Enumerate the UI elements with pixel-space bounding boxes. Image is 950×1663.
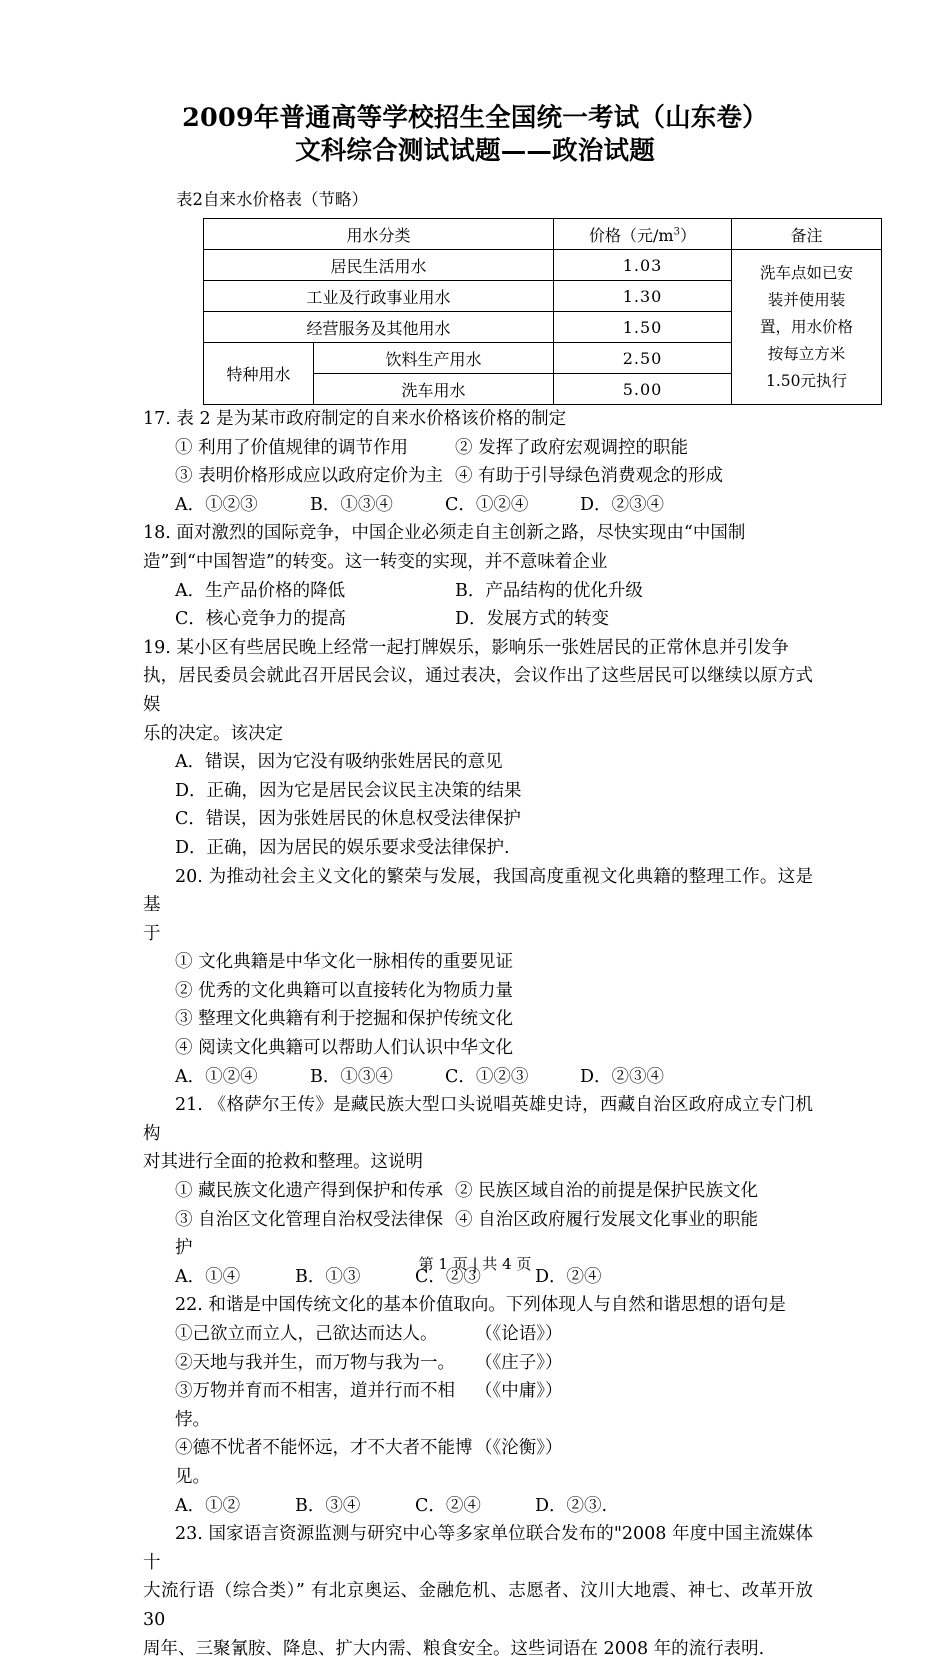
remark-line: 装并使用装 (767, 290, 846, 309)
q22-answer-row (143, 1492, 813, 1521)
q22-answer-b[interactable]: B．③④ (295, 1495, 361, 1516)
cell-special-price: 2.50 (554, 343, 732, 374)
q22-quote-3-text: ③万物并育而不相害，道并行而不相悖。 (175, 1381, 455, 1430)
q22-answer-a[interactable]: A．①② (175, 1495, 241, 1516)
q18-answer-d[interactable]: D．发展方式的转变 (455, 609, 610, 630)
q22-quote-row (143, 1434, 813, 1491)
q22-quote-row (143, 1320, 813, 1349)
q22-quote-row (143, 1349, 813, 1378)
q20-statement-3: ③ 整理文化典籍有利于挖掘和保护传统文化 (175, 1009, 514, 1030)
q22-quote-2-source: （《庄子》） (475, 1352, 563, 1373)
q23-stem-line-1: 23. 国家语言资源监测与研究中心等多家单位联合发布的"2008 年度中国主流媒体十 (143, 1524, 813, 1573)
q17-answer-a[interactable]: A．①②③ (175, 494, 258, 515)
q20-answer-b[interactable]: B．①③④ (310, 1066, 393, 1087)
cell-category: 工业及行政事业用水 (204, 281, 554, 312)
q17-statement-row (143, 462, 813, 491)
cell-category: 经营服务及其他用水 (204, 312, 554, 343)
q19-answer-c[interactable]: C．错误，因为张姓居民的休息权受法律保护 (175, 809, 521, 830)
title-line-1: 2009年普通高等学校招生全国统一考试（山东卷） (182, 103, 768, 133)
q21-statement-1: ① 藏民族文化遗产得到保护和传承 (175, 1181, 444, 1202)
q22-quote-3-source: （《中庸》） (475, 1381, 563, 1402)
q19-stem-line-2: 执，居民委员会就此召开居民会议，通过表决，会议作出了这些居民可以继续以原方式娱 (143, 666, 813, 715)
header-price-superscript: 3 (673, 226, 680, 238)
q20-stem-line-1: 20. 为推动社会主义文化的繁荣与发展，我国高度重视文化典籍的整理工作。这是基 (143, 866, 813, 916)
question-17 (143, 405, 813, 519)
cell-special-label: 特种用水 (204, 343, 314, 405)
question-18 (143, 519, 813, 633)
header-category: 用水分类 (204, 219, 554, 250)
q19-answer-b[interactable]: D．正确，因为它是居民会议民主决策的结果 (175, 780, 522, 801)
question-23 (143, 1520, 813, 1663)
q17-answer-c[interactable]: C．①②④ (445, 494, 529, 515)
cell-price: 1.03 (554, 250, 732, 281)
q21-stem-line-1: 21. 《格萨尔王传》是藏民族大型口头说唱英雄史诗，西藏自治区政府成立专门机构 (143, 1095, 813, 1144)
q18-answer-row (143, 605, 813, 634)
cell-category: 居民生活用水 (204, 250, 554, 281)
q21-answer-d[interactable]: D．②④ (535, 1266, 602, 1287)
q17-statement-4: ④ 有助于引导绿色消费观念的形成 (455, 466, 724, 487)
cell-price: 1.50 (554, 312, 732, 343)
q17-statement-3: ③ 表明价格形成应以政府定价为主 (175, 466, 444, 487)
header-price (554, 219, 732, 250)
q20-answer-d[interactable]: D．②③④ (580, 1066, 665, 1087)
q20-statement-1: ① 文化典籍是中华文化一脉相传的重要见证 (175, 952, 514, 973)
q17-answer-d[interactable]: D．②③④ (580, 494, 665, 515)
q23-stem-line-3: 周年、三聚氰胺、降息、扩大内需、粮食安全。这些词语在 2008 年的流行表明. (143, 1638, 765, 1659)
table-row (204, 250, 882, 281)
q22-answer-c[interactable]: C．②④ (415, 1495, 481, 1516)
q22-quote-1-source: （《论语》） (475, 1324, 563, 1344)
q18-answer-row (143, 577, 813, 606)
remark-line: 1.50元执行 (766, 371, 848, 390)
q21-answer-b[interactable]: B．①③ (295, 1266, 361, 1287)
remark-line: 置，用水价格 (760, 317, 854, 336)
q20-statement-4: ④ 阅读文化典籍可以帮助人们认识中华文化 (175, 1038, 514, 1059)
question-22 (143, 1291, 813, 1520)
header-price-prefix: 价格（元/m (589, 225, 674, 245)
cell-remark (732, 250, 882, 405)
q21-statement-row (143, 1177, 813, 1206)
q18-answer-a[interactable]: A．生产品价格的降低 (175, 580, 346, 601)
water-price-table (203, 218, 882, 405)
q21-statement-4: ④ 自治区政府履行发展文化事业的职能 (455, 1209, 759, 1230)
cell-special-price: 5.00 (554, 374, 732, 405)
document-body (143, 188, 854, 1663)
q18-stem-line-2: 造”到“中国智造”的转变。这一转变的实现，并不意味着企业 (143, 551, 608, 572)
q21-answer-c[interactable]: C．②③ (415, 1266, 481, 1287)
question-20 (143, 863, 813, 1092)
cell-special-category: 饮料生产用水 (314, 343, 554, 374)
q20-answer-c[interactable]: C．①②③ (445, 1066, 529, 1087)
document-title (0, 102, 950, 168)
q22-quote-2-text: ②天地与我并生，而万物与我为一。 (175, 1352, 455, 1373)
q20-answer-row (143, 1063, 813, 1092)
q17-statement-1: ① 利用了价值规律的调节作用 (175, 437, 409, 458)
remark-line: 按每立方米 (767, 344, 846, 363)
cell-special-category: 洗车用水 (314, 374, 554, 405)
remark-line: 洗车点如已安 (760, 263, 854, 282)
q22-quote-4-source: （《沦衡》） (475, 1438, 563, 1459)
page-footer: 第 1 页 | 共 4 页 (418, 1255, 532, 1273)
q21-statement-3: ③ 自治区文化管理自治权受法律保护 (175, 1209, 444, 1259)
q18-stem-line-1: 18. 面对激烈的国际竞争，中国企业必须走自主创新之路，尽快实现由“中国制 (143, 523, 746, 544)
q22-quote-4-text: ④德不忧者不能怀远，才不大者不能博见。 (175, 1438, 473, 1487)
q18-answer-c[interactable]: C．核心竞争力的提高 (175, 609, 346, 630)
q20-stem-line-2: 于 (143, 923, 161, 944)
header-price-suffix: ） (679, 225, 696, 245)
table-caption: 表2自来水价格表（节略） (176, 190, 368, 209)
q19-stem-line-3: 乐的决定。该决定 (143, 723, 283, 744)
question-19 (143, 634, 813, 863)
q22-quote-1-text: ①己欲立而立人，己欲达而达人。 (175, 1324, 438, 1344)
q22-stem: 22. 和谐是中国传统文化的基本价值取向。下列体现人与自然和谐思想的语句是 (175, 1295, 786, 1316)
q19-stem-line-1: 19. 某小区有些居民晚上经常一起打牌娱乐，影响乐一张姓居民的正常休息并引发争 (143, 637, 789, 658)
q17-answer-row (143, 491, 813, 520)
q20-answer-a[interactable]: A．①②④ (175, 1066, 258, 1087)
q22-answer-d[interactable]: D．②③. (535, 1495, 608, 1516)
title-line-2: 文科综合测试试题——政治试题 (295, 136, 655, 166)
q21-stem-line-2: 对其进行全面的抢救和整理。这说明 (143, 1152, 423, 1173)
q20-statement-2: ② 优秀的文化典籍可以直接转化为物质力量 (175, 980, 514, 1001)
q21-statement-2: ② 民族区域自治的前提是保护民族文化 (455, 1181, 759, 1202)
q17-answer-b[interactable]: B．①③④ (310, 494, 393, 515)
q19-answer-d[interactable]: D．正确，因为居民的娱乐要求受法律保护. (175, 837, 510, 858)
header-remark: 备注 (732, 219, 882, 250)
q23-stem-line-2: 大流行语（综合类）” 有北京奥运、金融危机、志愿者、汶川大地震、神七、改革开放 30 (143, 1581, 813, 1630)
q17-statement-2: ② 发挥了政府宏观调控的职能 (455, 437, 689, 458)
cell-price: 1.30 (554, 281, 732, 312)
q21-answer-a[interactable]: A．①④ (175, 1266, 241, 1287)
q19-answer-a[interactable]: A．错误，因为它没有吸纳张姓居民的意见 (175, 752, 503, 773)
table-header-row (204, 219, 882, 250)
q18-answer-b[interactable]: B．产品结构的优化升级 (455, 580, 643, 601)
q17-statement-row (143, 434, 813, 463)
q17-stem: 17. 表 2 是为某市政府制定的自来水价格该价格的制定 (143, 409, 567, 429)
q22-quote-row (143, 1377, 813, 1434)
